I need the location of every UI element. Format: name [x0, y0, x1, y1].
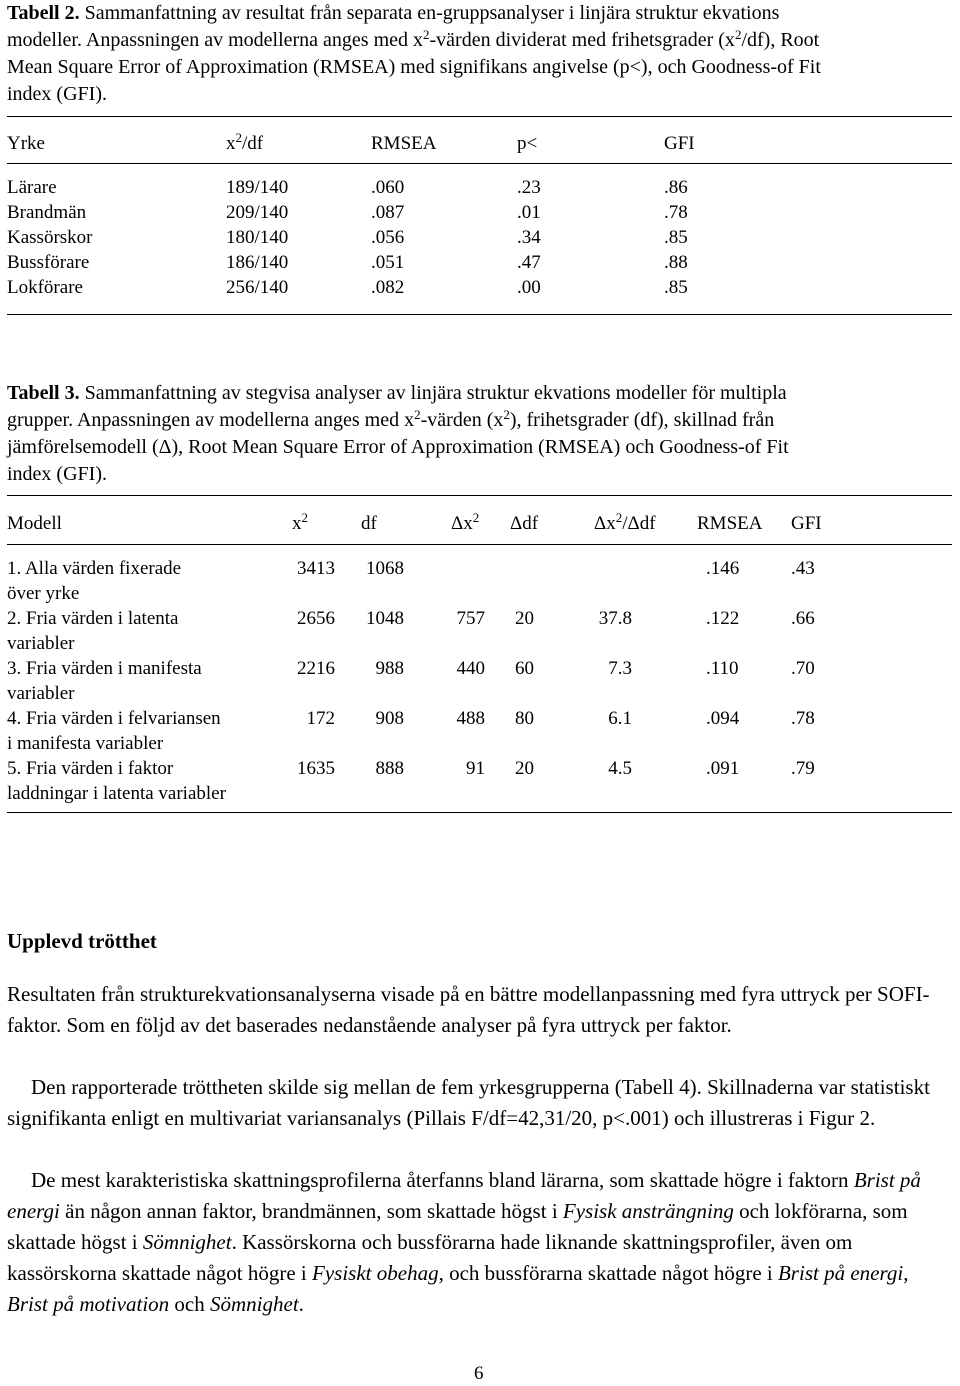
- table2-cell-yrke: Kassörskor: [7, 227, 93, 248]
- col-header-ratio: $\Delta x^2$/Δdf: [594, 510, 656, 534]
- table2-cell-gfi: .85: [664, 227, 688, 248]
- col-header-ddf: Δdf: [510, 513, 539, 534]
- table3-caption: Tabell 3. Sammanfattning av stegvisa analyser av linjära struktur ekvations modeller för multipla grupper. Anpassningen av modellerna anges med $x^2$-värden $(x^2)$, frihetsgrader (df), skillnad från jämförelsemodell (Δ), Root Mean Square Error of Approximation (RMSEA) och Goodness-of Fit index (GFI).: [7, 382, 789, 485]
- col-header-x2df: $x^2/df$: [226, 130, 264, 154]
- table2-cell-yrke: Lokförare: [7, 277, 83, 298]
- table2-bottom-rule: [7, 314, 952, 315]
- table3-cell-x2: 172: [306, 708, 335, 729]
- table3-cell-ddf: 80: [515, 708, 534, 729]
- table2-top-rule: [7, 116, 952, 117]
- table2-cell-p: .34: [517, 227, 541, 248]
- table3-cell-df: 1068: [366, 558, 404, 579]
- table3-cell-rmsea: .091: [706, 758, 740, 779]
- col-header-gfi: GFI: [664, 133, 695, 154]
- table3-cell-gfi: .70: [791, 658, 815, 679]
- table2-cell-x2df: 180/140: [226, 227, 289, 248]
- table3-cell-ddf: 20: [515, 758, 534, 779]
- col-header-rmsea: RMSEA: [371, 133, 437, 154]
- table2-cell-x2df: 209/140: [226, 202, 289, 223]
- table2-cell-x2df: 186/140: [226, 252, 289, 273]
- col-header-x2: $x^2$: [292, 510, 308, 534]
- table2-cell-p: .47: [517, 252, 541, 273]
- table2-cell-yrke: Lärare: [7, 177, 57, 198]
- col-header-yrke: Yrke: [7, 133, 45, 154]
- table3-cell-modell: 3. Fria värden i manifesta variabler: [7, 658, 202, 704]
- table2-cell-x2df: 189/140: [226, 177, 289, 198]
- table2-label: Tabell 2.: [7, 2, 80, 24]
- col-header-p: p<: [517, 133, 538, 154]
- col-header-df: df: [361, 513, 377, 534]
- table2-cell-rmsea: .082: [371, 277, 405, 298]
- table3-cell-df: 908: [375, 708, 404, 729]
- table3-cell-x2: 1635: [297, 758, 335, 779]
- table3-cell-df: 888: [375, 758, 404, 779]
- table3-header-rule: [7, 544, 952, 545]
- table2-cell-yrke: Bussförare: [7, 252, 90, 273]
- table2-cell-x2df: 256/140: [226, 277, 289, 298]
- col-header-gfi: GFI: [791, 513, 822, 534]
- table3-cell-ratio: 37.8: [598, 608, 632, 629]
- table3-cell-gfi: .43: [791, 558, 815, 579]
- table3-cell-gfi: .78: [791, 708, 815, 729]
- table2-caption: Tabell 2. Sammanfattning av resultat från separata en-gruppsanalyser i linjära struktur ekvations modeller. Anpassningen av modellerna anges med $x^2$-värden dividerat med frihetsgrader $(x^2/df)$, Root Mean Square Error of Approximation (RMSEA) med signifikans angivelse (p<), och Goodness-of Fit index (GFI).: [7, 2, 821, 105]
- table3-cell-x2: 2656: [297, 608, 335, 629]
- table3-cell-modell: 1. Alla värden fixerade över yrke: [7, 558, 182, 604]
- table3-cell-x2: 3413: [297, 558, 335, 579]
- table2-cell-gfi: .88: [664, 252, 688, 273]
- table3-cell-dx2: 91: [466, 758, 485, 779]
- paragraph-3: De mest karakteristiska skattningsprofilerna återfanns bland lärarna, som skattade högre i faktorn Brist på energi än någon annan faktor, brandmännen, som skattade högst i Fysisk ansträngning och lokförarna, som skattade högst i Sömnighet. Kassörskorna och bussförarna hade liknande skattningsprofiler, även om kassörskorna skattade något högre i Fysiskt obehag, och bussförarna skattade något högre i Brist på energi, Brist på motivation och Sömnighet.: [7, 1168, 921, 1316]
- table2-cell-gfi: .86: [664, 177, 688, 198]
- section-heading: Upplevd trötthet: [7, 929, 157, 953]
- table2-cell-gfi: .85: [664, 277, 688, 298]
- col-header-dx2: $\Delta x^2$: [451, 510, 480, 534]
- table2-cell-gfi: .78: [664, 202, 688, 223]
- table3-cell-rmsea: .146: [706, 558, 740, 579]
- col-header-rmsea: RMSEA: [697, 513, 763, 534]
- table2-cell-rmsea: .060: [371, 177, 405, 198]
- table3-cell-rmsea: .110: [706, 658, 739, 679]
- table2-cell-rmsea: .087: [371, 202, 405, 223]
- page-number: 6: [474, 1363, 484, 1384]
- table3-cell-modell: 2. Fria värden i latenta variabler: [7, 608, 179, 654]
- table2-cell-p: .01: [517, 202, 541, 223]
- table2-cell-rmsea: .056: [371, 227, 405, 248]
- table3-cell-ratio: 4.5: [608, 758, 632, 779]
- table3-cell-rmsea: .094: [706, 708, 740, 729]
- table3-bottom-rule: [7, 812, 952, 813]
- table3-cell-x2: 2216: [297, 658, 335, 679]
- paragraph-2: Den rapporterade tröttheten skilde sig mellan de fem yrkesgrupperna (Tabell 4). Skillnaderna var statistiskt signifikanta enligt en multivariat variansanalys (Pillais F/df=42,31/20, p<.001) och illustreras i Figur 2.: [7, 1075, 930, 1130]
- paragraph-1: Resultaten från strukturekvationsanalyserna visade på en bättre modellanpassning med fyra uttryck per SOFI-faktor. Som en följd av det baserades nedanstående analyser på fyra uttryck per faktor.: [7, 982, 930, 1037]
- table2-cell-p: .00: [517, 277, 541, 298]
- table2-cell-p: .23: [517, 177, 541, 198]
- table2-header-rule: [7, 163, 952, 164]
- table3-cell-ddf: 60: [515, 658, 534, 679]
- table3-cell-gfi: .66: [791, 608, 815, 629]
- table2-cell-rmsea: .051: [371, 252, 405, 273]
- table3-cell-dx2: 440: [456, 658, 485, 679]
- table3-cell-ddf: 20: [515, 608, 534, 629]
- table3-cell-rmsea: .122: [706, 608, 740, 629]
- table3-cell-gfi: .79: [791, 758, 815, 779]
- table3-cell-dx2: 488: [456, 708, 485, 729]
- col-header-modell: Modell: [7, 513, 62, 534]
- table3-label: Tabell 3.: [7, 382, 80, 404]
- table3-top-rule: [7, 495, 952, 496]
- table3-cell-dx2: 757: [456, 608, 485, 629]
- table3-cell-modell: 4. Fria värden i felvariansen i manifesta variabler: [7, 708, 221, 754]
- table3-cell-df: 1048: [366, 608, 404, 629]
- table3-cell-ratio: 7.3: [608, 658, 632, 679]
- table3-cell-ratio: 6.1: [608, 708, 632, 729]
- table3-cell-modell: 5. Fria värden i faktor laddningar i latenta variabler: [7, 758, 226, 804]
- table2-cell-yrke: Brandmän: [7, 202, 87, 223]
- table3-cell-df: 988: [375, 658, 404, 679]
